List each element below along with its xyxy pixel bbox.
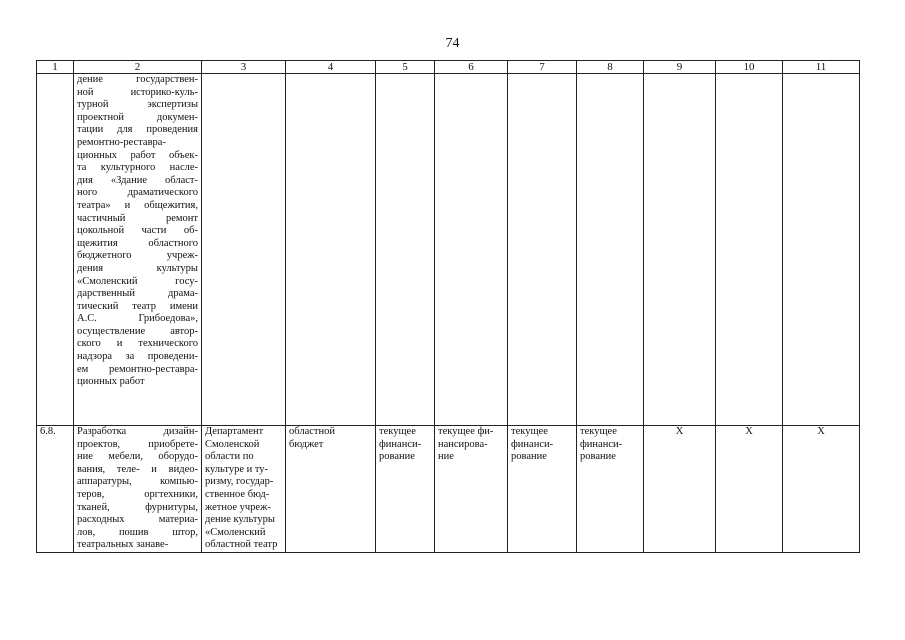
text-line: ционных работ объек- bbox=[77, 149, 198, 161]
text-line: рование bbox=[580, 451, 616, 463]
text-line: турной экспертизы bbox=[77, 99, 198, 111]
text-line: ного драматического bbox=[77, 187, 198, 199]
cont-col-4 bbox=[286, 74, 376, 426]
text-line: ризму, государ- bbox=[205, 476, 274, 488]
text-line: дарственный драма- bbox=[77, 288, 198, 300]
text-line: Департамент bbox=[205, 426, 264, 437]
text-line: А.С. Грибоедова», bbox=[77, 313, 198, 325]
header-col-1: 1 bbox=[37, 61, 74, 74]
header-col-2: 2 bbox=[74, 61, 202, 74]
header-col-4: 4 bbox=[286, 61, 376, 74]
text-line: рование bbox=[379, 451, 415, 463]
text-line: ной историко-куль- bbox=[77, 86, 198, 98]
text-line: цокольной части об- bbox=[77, 225, 198, 237]
row-funding-source bbox=[286, 426, 376, 553]
text-line: ние мебели, оборудо- bbox=[77, 451, 198, 463]
row-executor bbox=[202, 426, 286, 553]
text-line: нансирова- bbox=[438, 438, 488, 450]
table-row-6-8 bbox=[37, 426, 860, 553]
header-col-3: 3 bbox=[202, 61, 286, 74]
header-col-11: 11 bbox=[783, 61, 860, 74]
text-line: дение культуры bbox=[205, 514, 275, 526]
header-col-5: 5 bbox=[376, 61, 435, 74]
text-line: Разработка дизайн- bbox=[77, 426, 198, 437]
text-line: осуществление автор- bbox=[77, 325, 198, 337]
text-line: финанси- bbox=[511, 438, 554, 450]
row-col-9: X bbox=[644, 426, 716, 553]
text-line: щежития областного bbox=[77, 237, 198, 249]
header-col-8: 8 bbox=[577, 61, 644, 74]
header-row bbox=[37, 61, 860, 74]
text-line: Смоленской bbox=[205, 438, 260, 450]
text-line: текущее bbox=[511, 426, 548, 437]
text-line: текущее bbox=[379, 426, 416, 437]
row-col-8-text bbox=[580, 426, 640, 464]
text-line: финанси- bbox=[580, 438, 623, 450]
text-line: частичный ремонт bbox=[77, 212, 198, 224]
text-line: текущее bbox=[580, 426, 617, 437]
text-line: ционных работ bbox=[77, 376, 145, 388]
row-col-5 bbox=[376, 426, 435, 553]
text-line: лов, пошив штор, bbox=[77, 526, 198, 538]
text-line: дения культуры bbox=[77, 262, 198, 274]
text-line: тканей, фурнитуры, bbox=[77, 501, 198, 513]
text-line: вания, теле- и видео- bbox=[77, 463, 198, 475]
cont-col-2 bbox=[74, 74, 202, 426]
text-line: дия «Здание област- bbox=[77, 174, 198, 186]
cont-col-9 bbox=[644, 74, 716, 426]
text-line: «Смоленский bbox=[205, 526, 266, 538]
text-line: бюджетного учреж- bbox=[77, 250, 198, 262]
cont-col-5 bbox=[376, 74, 435, 426]
text-line: ем ремонтно-реставра- bbox=[77, 363, 198, 375]
text-line: расходных материа- bbox=[77, 514, 198, 526]
cont-col-8 bbox=[577, 74, 644, 426]
program-table bbox=[36, 60, 860, 553]
text-line: театра» и общежития, bbox=[77, 199, 198, 211]
cont-col-1 bbox=[37, 74, 74, 426]
text-line: аппаратуры, компью- bbox=[77, 476, 198, 488]
text-line: театральных занаве- bbox=[77, 539, 169, 551]
text-line: областной театр bbox=[205, 539, 278, 551]
text-line: областной bbox=[289, 426, 335, 437]
text-line: та культурного насле- bbox=[77, 162, 198, 174]
text-line: культуре и ту- bbox=[205, 463, 269, 475]
page-number: 74 bbox=[445, 36, 460, 51]
text-line: «Смоленский госу- bbox=[77, 275, 198, 287]
text-line: тации для проведения bbox=[77, 124, 198, 136]
text-line: ремонтно-реставра- bbox=[77, 136, 166, 148]
text-line: жетное учреж- bbox=[205, 501, 271, 513]
text-line: проектной докумен- bbox=[77, 111, 198, 123]
text-line: бюджет bbox=[289, 438, 324, 450]
continuation-row bbox=[37, 74, 860, 426]
row-col-6 bbox=[435, 426, 508, 553]
text-line: дение государствен- bbox=[77, 74, 198, 85]
row-description-text bbox=[77, 426, 198, 552]
row-funding-source-text bbox=[289, 426, 372, 451]
cont-col-7 bbox=[508, 74, 577, 426]
text-line: теров, оргтехники, bbox=[77, 488, 198, 500]
row-col-8 bbox=[577, 426, 644, 553]
cont-description bbox=[77, 74, 198, 389]
row-col-5-text bbox=[379, 426, 431, 464]
cont-col-10 bbox=[716, 74, 783, 426]
text-line: ственное бюд- bbox=[205, 488, 270, 500]
header-col-9: 9 bbox=[644, 61, 716, 74]
row-col-7-text bbox=[511, 426, 573, 464]
row-number: 6.8. bbox=[37, 426, 74, 553]
text-line: надзора за проведени- bbox=[77, 351, 198, 363]
cont-col-3 bbox=[202, 74, 286, 426]
text-line: проектов, приобрете- bbox=[77, 438, 198, 450]
row-col-7 bbox=[508, 426, 577, 553]
row-col-10: X bbox=[716, 426, 783, 553]
text-line: области по bbox=[205, 451, 254, 463]
text-line: финанси- bbox=[379, 438, 422, 450]
text-line: рование bbox=[511, 451, 547, 463]
header-col-6: 6 bbox=[435, 61, 508, 74]
text-line: ние bbox=[438, 451, 454, 463]
row-col-6-text bbox=[438, 426, 504, 464]
header-col-7: 7 bbox=[508, 61, 577, 74]
row-executor-text bbox=[205, 426, 282, 552]
text-line: тический театр имени bbox=[77, 300, 198, 312]
row-col-11: X bbox=[783, 426, 860, 553]
text-line: ского и технического bbox=[77, 338, 198, 350]
text-line: текущее фи- bbox=[438, 426, 494, 437]
cont-col-11 bbox=[783, 74, 860, 426]
cont-col-6 bbox=[435, 74, 508, 426]
header-col-10: 10 bbox=[716, 61, 783, 74]
row-description bbox=[74, 426, 202, 553]
